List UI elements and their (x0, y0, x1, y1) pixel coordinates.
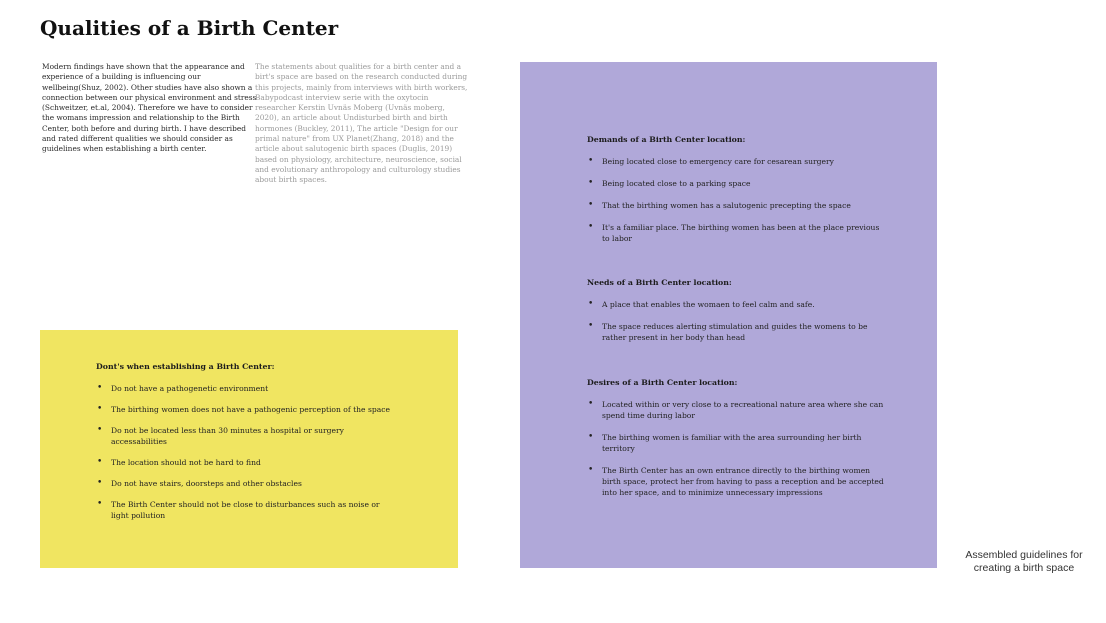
list-item: • It's a familiar place. The birthing women has been at the place previous to labor (588, 222, 888, 244)
list-item: • Do not be located less than 30 minutes a hospital or surgery accessabilities (97, 425, 397, 447)
list-item: • The location should not be hard to find (97, 457, 397, 468)
list-item: • The Birth Center should not be close to disturbances such as noise or light pollution (97, 499, 397, 521)
locations-panel (520, 62, 937, 568)
desires-list (588, 399, 888, 498)
donts-list (97, 383, 397, 521)
figure-caption: Assembled guidelines for creating a birth space (965, 549, 1083, 574)
list-item: • A place that enables the womаen to feel calm and safe. (588, 299, 888, 310)
intro-text: Modern findings have shown that the appearance and experience of a building is influencing our wellbeing(Shuz, 2002). Other studies have also shown a connection between our physical environment and stress (Schweitzer, et.al, 2004). Therefore we have to consider the womans impression and relationship to the Birth Center, both before and during birth. I have described and rated different qualities we should consider as guidelines when establishing a birth center. (42, 62, 257, 154)
list-item: • Do not have a pathogenetic environment (97, 383, 397, 394)
list-item: • Located within or very close to a recreational nature area where she can spend time during labor (588, 399, 888, 421)
needs-heading: Needs of a Birth Center location: (587, 278, 732, 287)
list-item: • Being located close to emergency care for cesarean surgery (588, 156, 888, 167)
page-title: Qualities of a Birth Center (40, 16, 339, 40)
donts-panel (40, 330, 458, 568)
demands-list (588, 156, 888, 244)
list-item: • The birthing women does not have a pathogenic perception of the space (97, 404, 397, 415)
list-item: • That the birthing women has a salutogenic precepting the space (588, 200, 888, 211)
list-item: • The space reduces alerting stimulation and guides the womens to be rather present in her body than head (588, 321, 888, 343)
list-item: • Being located close to a parking space (588, 178, 888, 189)
needs-list (588, 299, 888, 343)
list-item: • The birthing women is familiar with the area surrounding her birth territory (588, 432, 888, 454)
donts-heading: Dont's when establishing a Birth Center: (96, 362, 275, 371)
desires-heading: Desires of a Birth Center location: (587, 378, 738, 387)
list-item: • The Birth Center has an own entrance directly to the birthing women birth space, protect her from having to pass a reception and be accepted into her space, and to minimize unnecessary impressions (588, 465, 888, 498)
list-item: • Do not have stairs, doorsteps and other obstacles (97, 478, 397, 489)
sources-text: The statements about qualities for a birth center and a birt's space are based on the research conducted during this projects, mainly from interviews with birth workers, Babypodcast interview serie with the oxytocin researcher Kerstin Uvnäs Moberg (Uvnäs moberg, 2020), an article about Undisturbed birth and birth hormones (Buckley, 2011), The article "Design for our primal nature" from UX Planet(Zhang, 2018) and the article about salutogenic birth spaces (Duglis, 2019) based on physiology, architecture, neuroscience, social and evolutionary anthropology and culturology studies about birth spaces. (255, 62, 468, 185)
demands-heading: Demands of a Birth Center location: (587, 135, 746, 144)
